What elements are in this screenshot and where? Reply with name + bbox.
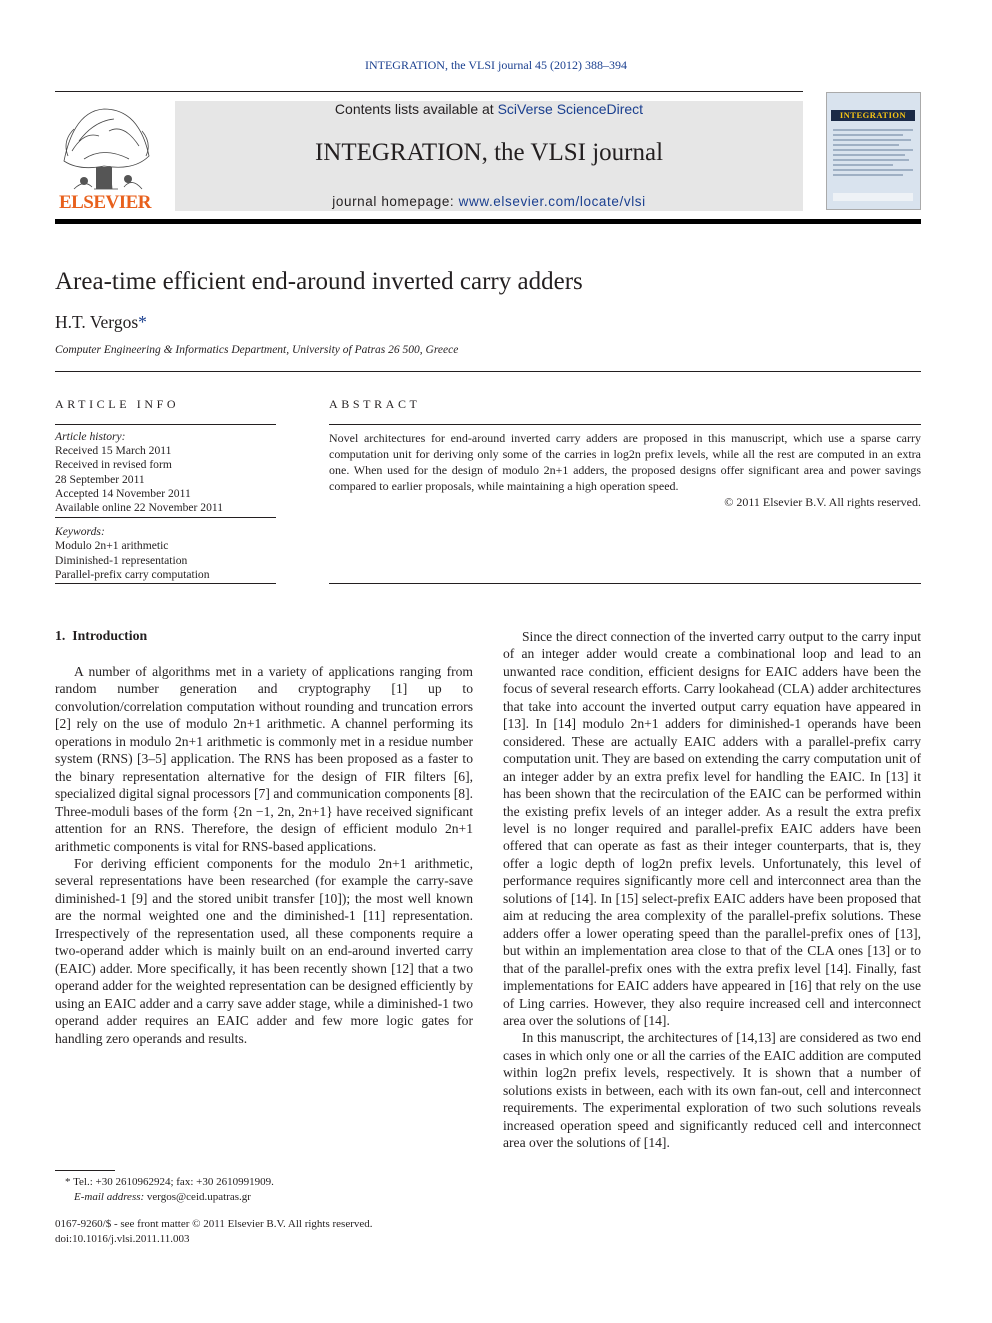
sciencedirect-link[interactable]: SciVerse ScienceDirect — [497, 101, 644, 117]
issn-line: 0167-9260/$ - see front matter © 2011 Elsevier B.V. All rights reserved. — [55, 1218, 373, 1230]
abstract-rule — [329, 424, 921, 425]
author-affiliation: Computer Engineering & Informatics Department, University of Patras 26 500, Greece — [55, 344, 459, 356]
homepage-link[interactable]: www.elsevier.com/locate/vlsi — [458, 194, 646, 209]
history-item: Received in revised form — [55, 458, 172, 472]
front-matter-info — [55, 1217, 373, 1246]
homepage-line — [175, 194, 803, 209]
body-paragraph: In this manuscript, the architectures of [14,13] are considered as two end cases in which only one or all the carries of the EAIC addition are computed within log2n prefix levels, respectively. It is shown that a number of solutions exists in between, each with its own fan-out, cell and interconnect requirements. The experimental exploration of two such solutions reveals increased operation speed and significantly reduced cell and interconnect area over the solutions of [14]. — [503, 1030, 921, 1151]
body-paragraph: A number of algorithms met in a variety of applications ranging from random number generation and cryptography [1] up to convolution/correlation computation without rounding and truncation errors [2] rely on the use of modulo 2n+1 arithmetic. A channel performing its operations in modulo 2n+1 arithmetic is commonly met in a residue number system (RNS) [3–5] application. The RNS has been proposed as a faster to the binary representation alternative for the design of FIR filters [6], specialized digital signal processors [7] and communication components [8]. Three-moduli bases of the form {2n −1, 2n, 2n+1} have received significant attention for an RNS. Therefore, the design of efficient modulo 2n+1 arithmetic components is vital for RNS-based applications. — [55, 664, 473, 854]
section-number: 1. — [55, 628, 66, 643]
author-email[interactable]: vergos@ceid.upatras.gr — [146, 1190, 251, 1203]
email-label: E-mail address: — [74, 1190, 145, 1203]
homepage-prefix: journal homepage: — [332, 194, 459, 209]
article-info-box — [55, 430, 276, 582]
header-rule — [55, 91, 803, 92]
abstract-heading: ABSTRACT — [329, 397, 421, 411]
author-footnote-mark[interactable]: * — [138, 312, 147, 332]
article-info-divider — [55, 517, 276, 518]
affiliation-rule — [55, 371, 921, 372]
journal-citation[interactable]: INTEGRATION, the VLSI journal 45 (2012) 388–394 — [364, 58, 628, 72]
footnote-mark: * — [65, 1176, 71, 1188]
keyword-item[interactable]: Diminished-1 representation — [55, 553, 188, 567]
history-item: 28 September 2011 — [55, 472, 145, 486]
keyword-item[interactable]: Modulo 2n+1 arithmetic — [55, 539, 169, 553]
keywords-label: Keywords: — [55, 525, 105, 539]
elsevier-wordmark[interactable]: ELSEVIER — [58, 192, 152, 213]
author-line — [55, 312, 147, 333]
body-paragraph: For deriving efficient components for the modulo 2n+1 arithmetic, several representations have been researched (for example the carry-save diminished-1 [9] and the stored unibit transfer [10]); the most well known are the normal weighted one and the diminished-1 [11] representation. Irrespectively of the representation used, all these components require a two-operand adder which is mainly built on an end-around inverted carry (EAIC) adder. More specifically, it has been recently shown [12] that a two operand adder for the weighted representation can be designed efficiently by using an EAIC adder and a carry save adder stage, while a diminished-1 two operand adder requires an EAIC adder and few more logic gates for handling zero operands and results. — [55, 855, 473, 1046]
left-column — [55, 663, 473, 1047]
journal-name: INTEGRATION, the VLSI journal — [314, 139, 664, 166]
body-paragraph: Since the direct connection of the inverted carry output to the carry input of an integer adder would create a combinational loop and lead to an unwanted race condition, efficient designs for EAIC adders have been the focus of several research efforts. Carry lookahead (CLA) adder architectures that take into account the inverted output carry equation have appeared in [13]. In [14] modulo 2n+1 adders for diminished-1 operands have been considered. These are actually EAIC adders with a parallel-prefix carry computation unit. They are based on extending the carry computation unit of an integer adder by an extra prefix level for handling the EAIC. In [13] it has been shown that the recirculation of the EAIC can be performed within the existing prefix levels of an integer adder. As a result the extra prefix level is no longer required and parallel-prefix EAIC adders have been offered that can operate as fast as their integer counterparts, that is, they offer a logic depth of log2n prefix levels. Unfortunately, this level of performance requires significantly more cell and interconnect area than the solutions of [14]. In [15] select-prefix EAIC adders have been proposed that aim at reducing the area complexity of the parallel-prefix solutions. These adders offer a lower operating speed than the parallel-prefix ones of [13], but within an implementation area close to that of the CLA ones [13] or to that of the parallel-prefix ones with the extra prefix level [14]. Finally, fast implementations for EAIC adders have appeared in [16] that rely on the use of Ling carries. However, they also require increased cell and interconnect area over the solutions of [14]. — [503, 629, 921, 1028]
contents-prefix: Contents lists available at — [334, 101, 498, 117]
doi-line[interactable]: doi:10.1016/j.vlsi.2011.11.003 — [55, 1232, 190, 1245]
section-title: Introduction — [72, 628, 148, 643]
article-info-heading: ARTICLE INFO — [55, 397, 180, 411]
footnote-phone: Tel.: +30 2610962924; fax: +30 2610991909. — [73, 1176, 274, 1188]
article-info-bottom-rule — [55, 583, 276, 584]
footnote-rule — [55, 1170, 115, 1171]
history-label: Article history: — [55, 430, 126, 443]
abstract-text: Novel architectures for end-around inverted carry adders are proposed in this manuscript, which use a sparse carry computation unit for deriving only some of the carries in log2n prefix levels, while all the rest are computed in an extra one. When used for the design of modulo 2n+1 adders, the proposed designs offer significant area and power savings compared to earlier proposals, while maintaining a high operation speed. — [329, 431, 921, 494]
cover-title: INTEGRATION — [831, 110, 915, 121]
abstract-copyright: © 2011 Elsevier B.V. All rights reserved. — [724, 495, 921, 510]
history-item: Available online 22 November 2011 — [55, 501, 224, 515]
author-name[interactable]: H.T. Vergos — [55, 312, 139, 332]
abstract-body — [329, 430, 921, 510]
keyword-item[interactable]: Parallel-prefix carry computation — [55, 567, 210, 581]
history-item: Accepted 14 November 2011 — [55, 486, 191, 500]
article-title: Area-time efficient end-around inverted carry adders — [55, 268, 583, 295]
contents-line — [175, 101, 803, 117]
section-heading — [55, 628, 147, 644]
article-info-rule — [55, 424, 276, 425]
header-thick-rule — [55, 219, 921, 224]
right-column — [503, 628, 921, 1152]
abstract-bottom-rule — [329, 583, 921, 584]
journal-cover-thumbnail[interactable] — [826, 92, 921, 210]
history-item: Received 15 March 2011 — [55, 444, 172, 458]
author-footnote — [55, 1175, 473, 1204]
